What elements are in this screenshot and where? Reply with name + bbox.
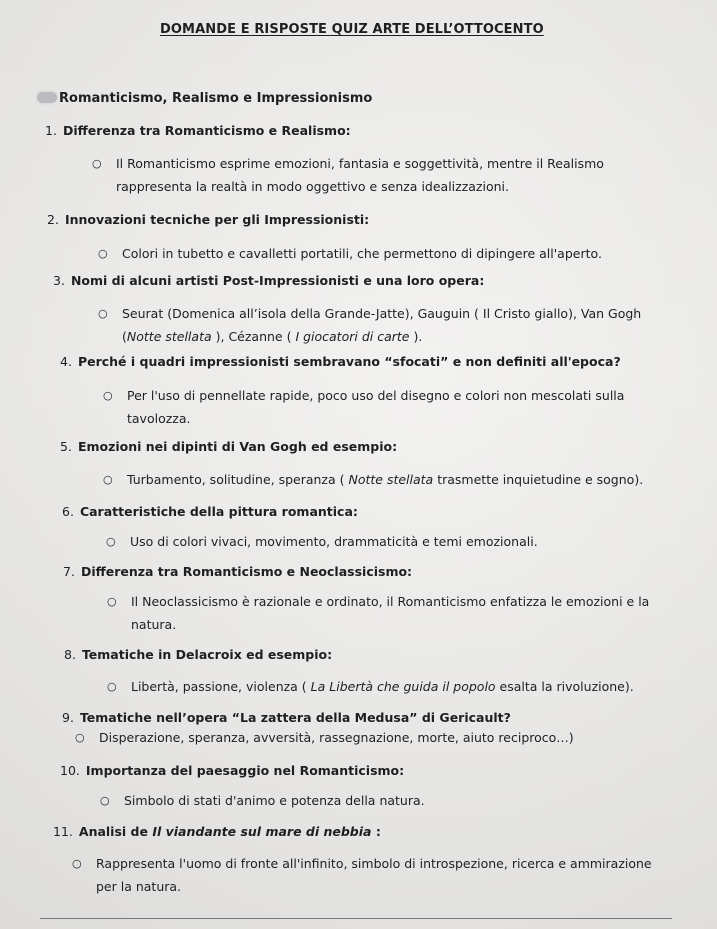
question-4 <box>60 354 621 369</box>
artwork-title: Notte stellata <box>126 329 212 344</box>
page-title: DOMANDE E RISPOSTE QUIZ ARTE DELL’OTTOCENTO <box>160 22 544 37</box>
answer-4 <box>103 384 687 430</box>
answer-line: tavolozza. <box>127 411 191 426</box>
answer-7 <box>107 590 691 636</box>
answer-line: Colori in tubetto e cavalletti portatili, che permettono di dipingere all'aperto. <box>122 246 602 261</box>
artwork-title: Notte stellata <box>348 472 434 487</box>
bullet-icon: ○ <box>92 157 102 170</box>
bullet-icon: ○ <box>103 473 113 486</box>
answer-9 <box>75 726 659 749</box>
answer-11 <box>72 852 656 898</box>
bullet-icon: ○ <box>107 680 117 693</box>
question-6 <box>62 504 358 519</box>
artwork-title: I giocatori di carte <box>295 329 410 344</box>
question-text: Caratteristiche della pittura romantica: <box>79 504 358 519</box>
answer-line: natura. <box>131 617 177 632</box>
question-number: 3. <box>53 273 65 288</box>
question-2 <box>47 212 369 227</box>
question-text: Emozioni nei dipinti di Van Gogh ed esempio: <box>77 439 398 454</box>
question-number: 8. <box>64 647 76 662</box>
question-11: 11. Analisi de Il viandante sul mare di nebbia : <box>53 824 381 839</box>
question-number: 6. <box>62 504 74 519</box>
answer-line: Il Romanticismo esprime emozioni, fantasia e soggettività, mentre il Realismo <box>116 156 604 171</box>
question-1 <box>45 123 351 138</box>
question-number: 4. <box>60 354 72 369</box>
question-number: 11. <box>53 824 73 839</box>
question-number: 2. <box>47 212 59 227</box>
bullet-icon: ○ <box>103 389 113 402</box>
question-text: Tematiche in Delacroix ed esempio: <box>81 647 333 662</box>
answer-line: rappresenta la realtà in modo oggettivo e senza idealizzazioni. <box>116 179 509 194</box>
answer-line: Libertà, passione, violenza ( La Libertà che guida il popolo esalta la rivoluzione). <box>131 679 634 694</box>
question-3 <box>53 273 484 288</box>
bullet-icon: ○ <box>106 535 116 548</box>
question-number: 7. <box>63 564 75 579</box>
answer-3 <box>98 302 682 348</box>
question-8 <box>64 647 332 662</box>
bullet-icon: ○ <box>107 595 117 608</box>
question-text: Differenza tra Romanticismo e Realismo: <box>62 123 351 138</box>
question-text: Perché i quadri impressionisti sembravano “sfocati” e non definiti all'epoca? <box>77 354 621 369</box>
answer-line: Disperazione, speranza, avversità, rassegnazione, morte, aiuto reciproco…) <box>99 730 574 745</box>
question-text: Innovazioni tecniche per gli Impressionisti: <box>64 212 370 227</box>
section-title: Romanticismo, Realismo e Impressionismo <box>59 91 373 106</box>
artwork-title: Il viandante sul mare di nebbia <box>152 824 372 839</box>
answer-line: Il Neoclassicismo è razionale e ordinato, il Romanticismo enfatizza le emozioni e la <box>131 594 650 609</box>
answer-10 <box>100 789 684 812</box>
bullet-icon: ○ <box>72 857 82 870</box>
answer-line: Uso di colori vivaci, movimento, drammaticità e temi emozionali. <box>130 534 538 549</box>
bullet-icon: ○ <box>100 794 110 807</box>
question-text: Nomi di alcuni artisti Post-Impressionisti e una loro opera: <box>70 273 485 288</box>
question-10 <box>60 763 404 778</box>
bullet-icon: ○ <box>98 307 108 320</box>
section-heading <box>37 91 372 106</box>
answer-line: Rappresenta l'uomo di fronte all'infinito, simbolo di introspezione, ricerca e ammirazione <box>96 856 652 871</box>
question-number: 9. <box>62 710 74 725</box>
answer-2 <box>98 242 682 265</box>
question-text: Importanza del paesaggio nel Romanticismo: <box>85 763 405 778</box>
question-number: 10. <box>60 763 80 778</box>
answer-6 <box>106 530 690 553</box>
bottom-divider <box>40 918 672 919</box>
bullet-icon: ○ <box>98 247 108 260</box>
answer-line: (Notte stellata ), Cézanne ( I giocatori di carte ). <box>122 329 423 344</box>
answer-line: Seurat (Domenica all’isola della Grande-Jatte), Gauguin ( Il Cristo giallo), Van Gogh <box>122 306 642 321</box>
question-5 <box>60 439 397 454</box>
bullet-icon: ○ <box>75 731 85 744</box>
smudge-mark <box>37 92 57 103</box>
answer-8 <box>107 675 691 698</box>
answer-line: per la natura. <box>96 879 182 894</box>
question-number: 5. <box>60 439 72 454</box>
answer-line: Turbamento, solitudine, speranza ( Notte stellata trasmette inquietudine e sogno). <box>127 472 644 487</box>
question-7 <box>63 564 412 579</box>
answer-line: Simbolo di stati d'animo e potenza della natura. <box>124 793 425 808</box>
answer-line: Per l'uso di pennellate rapide, poco uso del disegno e colori non mescolati sulla <box>127 388 625 403</box>
question-number: 1. <box>45 123 57 138</box>
question-text: Differenza tra Romanticismo e Neoclassicismo: <box>80 564 413 579</box>
answer-5 <box>103 468 687 491</box>
question-9 <box>62 710 511 725</box>
answer-1 <box>92 152 676 198</box>
artwork-title: La Libertà che guida il popolo <box>310 679 496 694</box>
question-text: Tematiche nell’opera “La zattera della Medusa” di Gericault? <box>79 710 511 725</box>
